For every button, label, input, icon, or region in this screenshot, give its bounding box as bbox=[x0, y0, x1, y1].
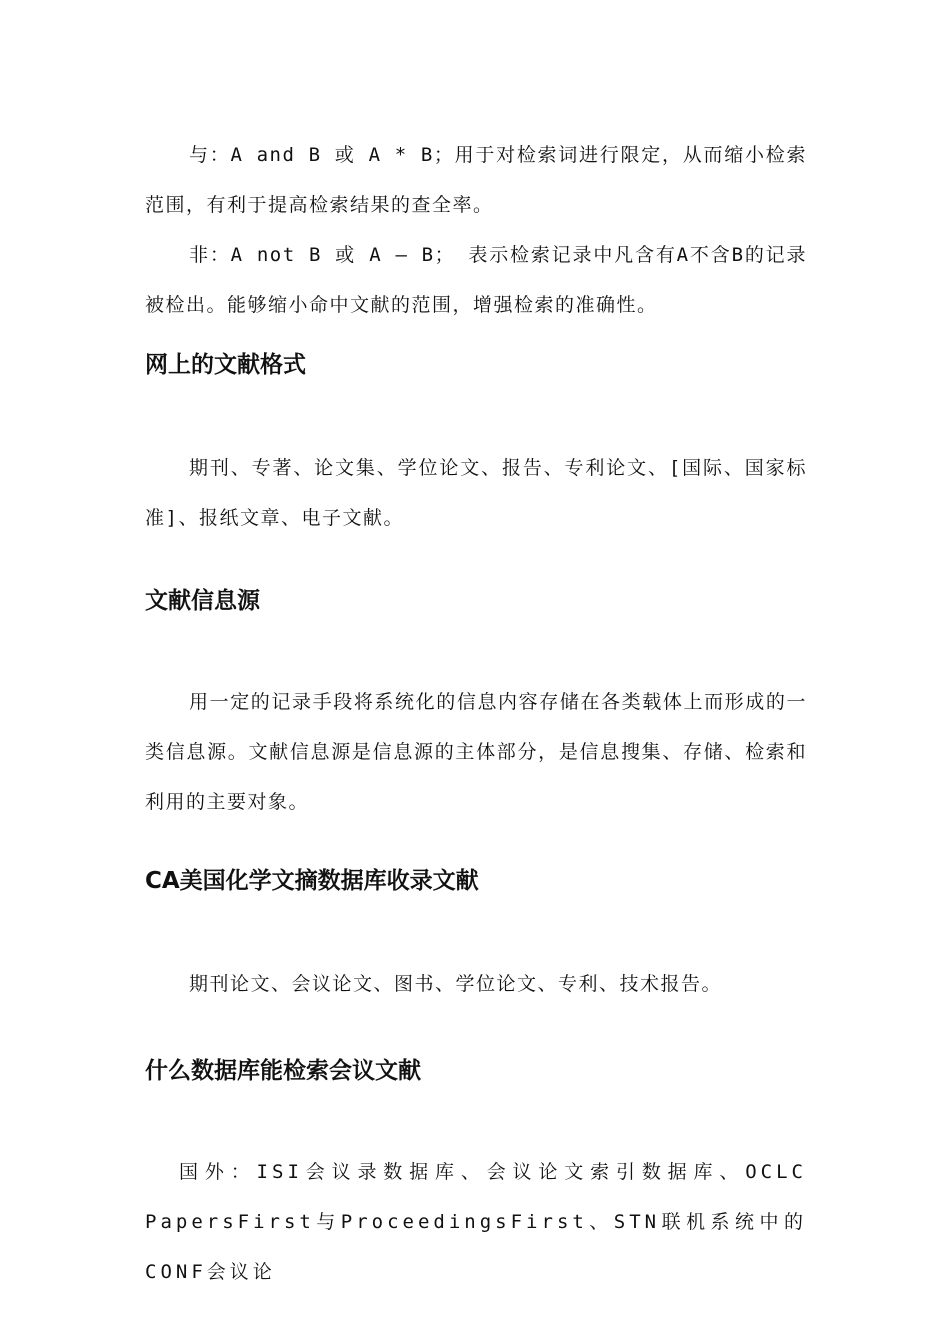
section-heading-ca-database: CA美国化学文摘数据库收录文献 bbox=[145, 868, 479, 894]
section-heading-web-citation-formats: 网上的文献格式 bbox=[145, 352, 306, 378]
paragraph-not-operator: 非：A not B 或 A – B； 表示检索记录中凡含有A不含B的记录被检出。能够缩小命中文献的范围，增强检索的准确性。 bbox=[145, 244, 807, 316]
section-heading-conference-databases: 什么数据库能检索会议文献 bbox=[145, 1058, 421, 1084]
paragraph-literature-info-source: 用一定的记录手段将系统化的信息内容存储在各类载体上而形成的一类信息源。文献信息源是信息源的主体部分，是信息搜集、存储、检索和利用的主要对象。 bbox=[145, 691, 807, 813]
paragraph-ca-database: 期刊论文、会议论文、图书、学位论文、专利、技术报告。 bbox=[189, 973, 723, 995]
section-heading-literature-info-source: 文献信息源 bbox=[145, 588, 260, 614]
paragraph-web-citation-formats: 期刊、专著、论文集、学位论文、报告、专利论文、[国际、国家标准]、报纸文章、电子文献。 bbox=[145, 457, 807, 529]
paragraph-and-operator: 与：A and B 或 A * B；用于对检索词进行限定，从而缩小检索范围，有利于提高检索结果的查全率。 bbox=[145, 144, 807, 216]
paragraph-conference-databases: 国外：ISI会议录数据库、会议论文索引数据库、OCLC PapersFirst与ProceedingsFirst、STN联机系统中的CONF会议论 bbox=[145, 1161, 807, 1283]
document-body bbox=[145, 130, 807, 1297]
